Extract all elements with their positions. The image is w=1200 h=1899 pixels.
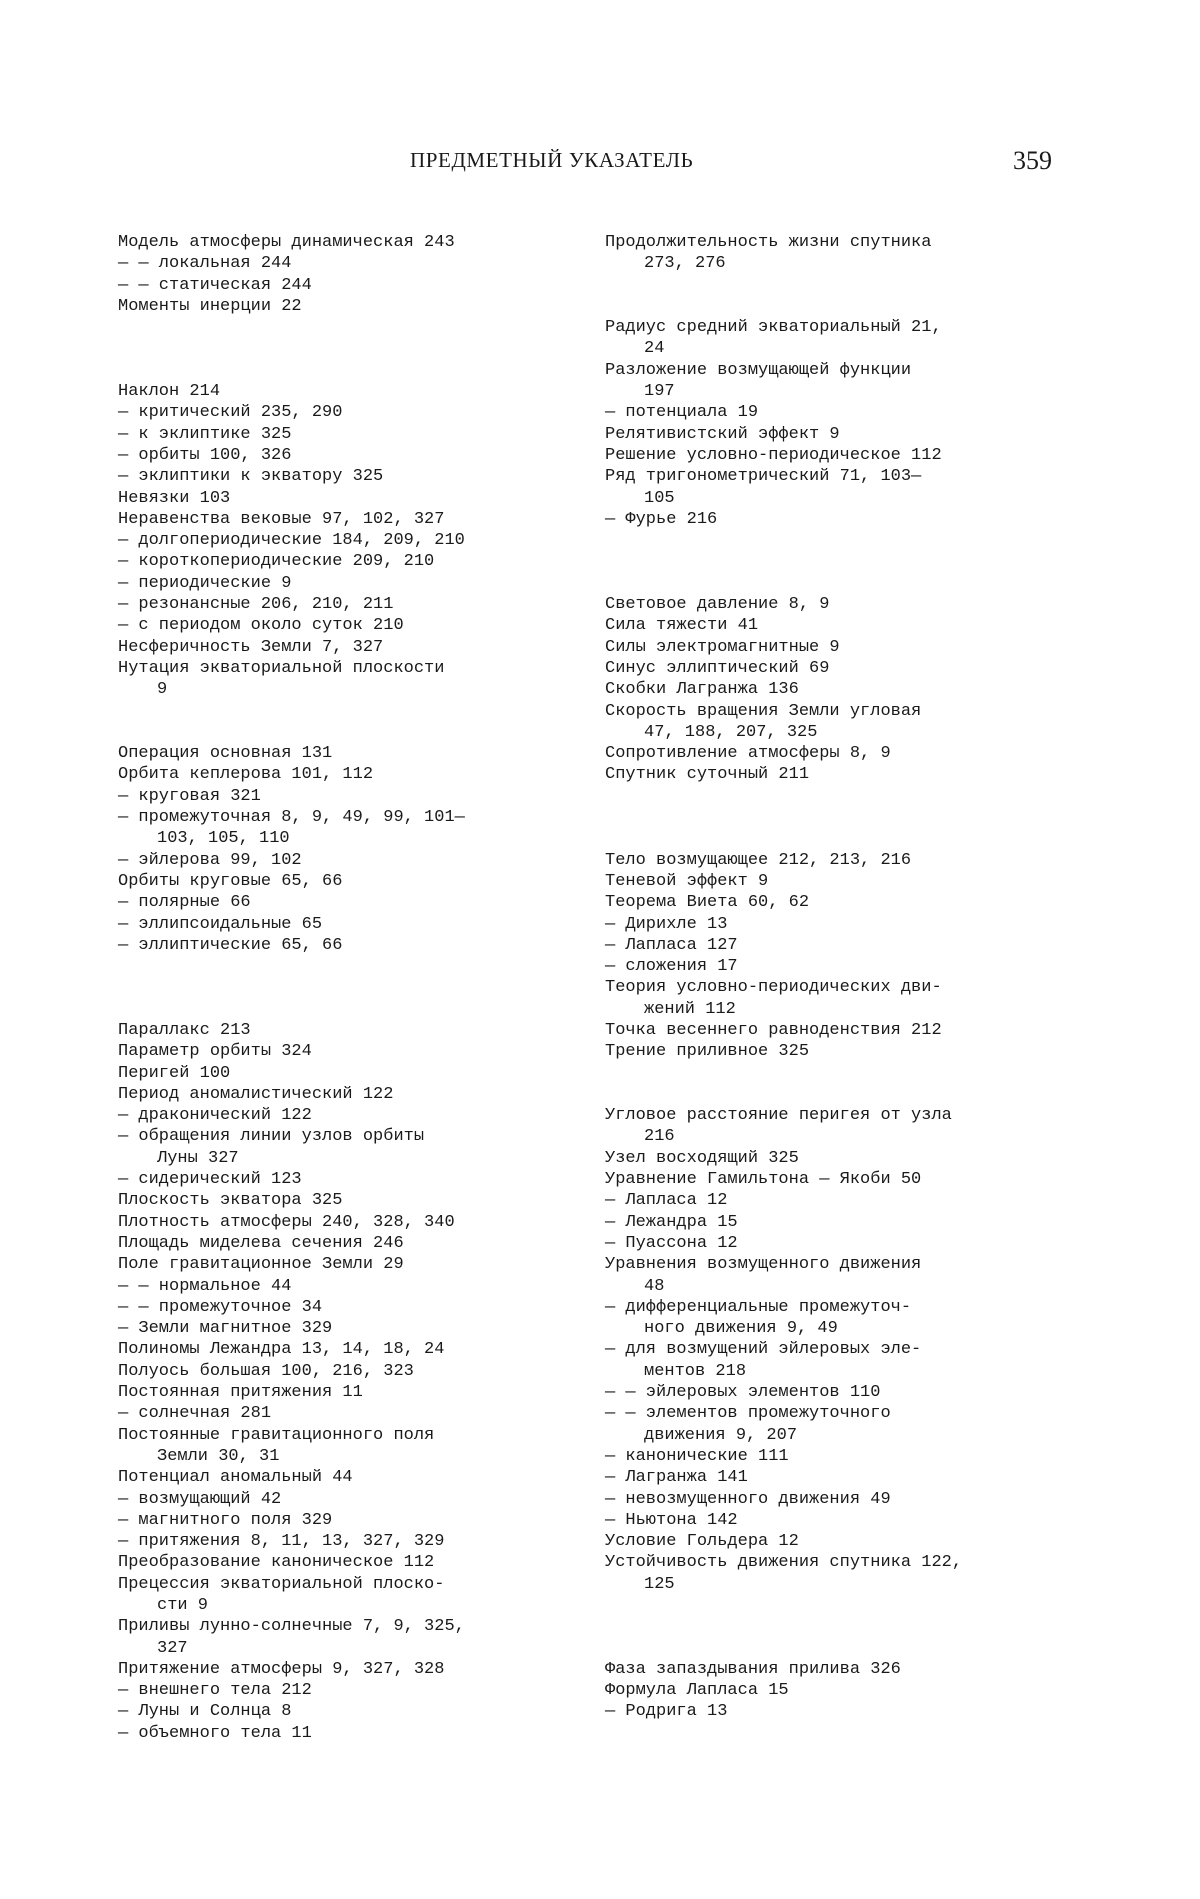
index-entry: — — промежуточное 34: [118, 1297, 323, 1317]
index-entry: — Дирихле 13: [605, 914, 728, 934]
index-entry: Угловое расстояние перигея от узла: [605, 1106, 952, 1126]
index-entry: — периодические 9: [118, 573, 292, 593]
index-entry: — Фурье 216: [605, 509, 718, 529]
blank-line: [118, 360, 570, 381]
index-entry: — долгопериодические 184, 209, 210: [118, 531, 465, 551]
blank-line: [605, 1595, 1060, 1616]
index-entry: Преобразование каноническое 112: [118, 1553, 435, 1573]
index-entry-continuation: 216: [644, 1127, 675, 1147]
index-entry: Уравнения возмущенного движения: [605, 1255, 922, 1275]
index-entry: Орбита кеплерова 101, 112: [118, 765, 374, 785]
index-entry: Неравенства вековые 97, 102, 327: [118, 509, 445, 529]
index-entry: Плоскость экватора 325: [118, 1191, 343, 1211]
index-entry: Тело возмущающее 212, 213, 216: [605, 850, 912, 870]
index-entry: — Лапласа 12: [605, 1191, 728, 1211]
index-entry: Наклон 214: [118, 382, 221, 402]
index-entry: — круговая 321: [118, 786, 261, 806]
blank-line: [605, 573, 1060, 594]
index-entry: Уравнение Гамильтона — Якоби 50: [605, 1170, 922, 1190]
index-entry: Точка весеннего равноденствия 212: [605, 1020, 942, 1040]
index-entry: Модель атмосферы динамическая 243: [118, 233, 455, 252]
index-entry: — возмущающий 42: [118, 1489, 282, 1509]
index-entry-continuation: ментов 218: [644, 1361, 747, 1381]
page-number: 359: [1013, 146, 1052, 175]
index-entry: — — нормальное 44: [118, 1276, 292, 1296]
index-column-left: [118, 232, 570, 1744]
index-entry: Сила тяжести 41: [605, 616, 759, 636]
index-entry: — эклиптики к экватору 325: [118, 467, 384, 487]
index-entry: Параллакс 213: [118, 1020, 251, 1040]
index-entry: Устойчивость движения спутника 122,: [605, 1553, 963, 1573]
index-entry: Приливы лунно-солнечные 7, 9, 325,: [118, 1617, 465, 1637]
index-entry: Моменты инерции 22: [118, 296, 302, 316]
index-entry: Притяжение атмосферы 9, 327, 328: [118, 1659, 445, 1679]
index-entry-continuation: Земли 30, 31: [157, 1446, 280, 1466]
index-entry: — обращения линии узлов орбиты: [118, 1127, 425, 1147]
index-entry: — драконический 122: [118, 1106, 312, 1126]
index-entry-continuation: 103, 105, 110: [157, 829, 290, 849]
index-entry: Параметр орбиты 324: [118, 1042, 312, 1062]
index-entry: — внешнего тела 212: [118, 1681, 312, 1701]
index-entry: Синус эллиптический 69: [605, 658, 830, 678]
index-entry-continuation: ного движения 9, 49: [644, 1319, 838, 1339]
index-entry: — Луны и Солнца 8: [118, 1702, 292, 1722]
index-entry-continuation: 47, 188, 207, 325: [644, 722, 818, 742]
index-entry: Полуось большая 100, 216, 323: [118, 1361, 414, 1381]
blank-line: [605, 786, 1060, 807]
index-entry: — резонансные 206, 210, 211: [118, 595, 394, 615]
index-entry: — для возмущений эйлеровых эле-: [605, 1340, 922, 1360]
index-entry: Продолжительность жизни спутника: [605, 233, 932, 252]
index-entry: — короткопериодические 209, 210: [118, 552, 435, 572]
index-entry: Поле гравитационное Земли 29: [118, 1255, 404, 1275]
index-entry: — Земли магнитное 329: [118, 1319, 333, 1339]
index-entry: Радиус средний экваториальный 21,: [605, 318, 942, 338]
index-entry-continuation: сти 9: [157, 1596, 209, 1615]
blank-line: [605, 275, 1060, 296]
index-entry: Скобки Лагранжа 136: [605, 680, 799, 700]
index-entry: Теория условно-периодических дви-: [605, 978, 942, 998]
index-entry: — дифференциальные промежуточ-: [605, 1297, 912, 1317]
index-entry: Фаза запаздывания прилива 326: [605, 1659, 901, 1679]
blank-line: [605, 296, 1060, 317]
index-entry: Релятивистский эффект 9: [605, 424, 840, 444]
index-entry: — — статическая 244: [118, 275, 312, 295]
index-entry-continuation: 24: [644, 339, 665, 359]
index-entry: Постоянная притяжения 11: [118, 1383, 363, 1403]
index-entry: — сложения 17: [605, 957, 738, 977]
index-entry-continuation: 105: [644, 488, 675, 508]
index-entry: — эллипсоидальные 65: [118, 914, 323, 934]
index-entry: — Лежандра 15: [605, 1212, 738, 1232]
index-entry-continuation: жений 112: [644, 999, 736, 1019]
index-entry: Теневой эффект 9: [605, 871, 769, 891]
index-entry: Операция основная 131: [118, 744, 333, 764]
index-entry-continuation: 125: [644, 1574, 675, 1594]
index-entry: Спутник суточный 211: [605, 765, 810, 785]
index-entry: Разложение возмущающей функции: [605, 360, 912, 380]
index-entry: Период аномалистический 122: [118, 1084, 394, 1104]
blank-line: [118, 317, 570, 338]
index-entry-continuation: 197: [644, 382, 675, 402]
index-entry-continuation: 327: [157, 1638, 188, 1658]
index-entry: Скорость вращения Земли угловая: [605, 701, 922, 721]
index-entry: Орбиты круговые 65, 66: [118, 871, 343, 891]
index-column-right: [605, 232, 1060, 1723]
blank-line: [605, 807, 1060, 828]
blank-line: [605, 1084, 1060, 1105]
index-entry-continuation: движения 9, 207: [644, 1425, 798, 1445]
index-entry: — промежуточная 8, 9, 49, 99, 101—: [118, 808, 465, 828]
index-entry: Площадь миделева сечения 246: [118, 1233, 404, 1253]
index-entry: — объемного тела 11: [118, 1723, 312, 1743]
blank-line: [605, 1063, 1060, 1084]
index-entry: — эйлерова 99, 102: [118, 850, 302, 870]
index-entry: — Пуассона 12: [605, 1233, 738, 1253]
index-entry: Формула Лапласа 15: [605, 1681, 789, 1701]
blank-line: [118, 722, 570, 743]
blank-line: [605, 530, 1060, 551]
index-entry: Прецессия экваториальной плоско-: [118, 1574, 445, 1594]
index-entry: Ряд тригонометрический 71, 103—: [605, 467, 922, 487]
blank-line: [605, 828, 1060, 849]
index-entry: Постоянные гравитационного поля: [118, 1425, 435, 1445]
index-entry: Невязки 103: [118, 488, 231, 508]
index-entry: Перигей 100: [118, 1063, 231, 1083]
index-entry: Теорема Виета 60, 62: [605, 893, 810, 913]
index-entry: — эллиптические 65, 66: [118, 935, 343, 955]
index-entry: Решение условно-периодическое 112: [605, 445, 942, 465]
blank-line: [118, 999, 570, 1020]
index-entry-continuation: 48: [644, 1276, 665, 1296]
blank-line: [118, 338, 570, 359]
blank-line: [605, 551, 1060, 572]
index-entry: — невозмущенного движения 49: [605, 1489, 891, 1509]
index-entry: Полиномы Лежандра 13, 14, 18, 24: [118, 1340, 445, 1360]
index-entry: — — эйлеровых элементов 110: [605, 1383, 881, 1403]
blank-line: [605, 1638, 1060, 1659]
index-entry: — — локальная 244: [118, 254, 292, 274]
index-entry: — сидерический 123: [118, 1170, 302, 1190]
running-header-title: ПРЕДМЕТНЫЙ УКАЗАТЕЛЬ: [410, 148, 694, 172]
index-entry: Нутация экваториальной плоскости: [118, 658, 445, 678]
index-entry: — магнитного поля 329: [118, 1510, 333, 1530]
index-entry: — критический 235, 290: [118, 403, 343, 423]
index-entry: — канонические 111: [605, 1446, 789, 1466]
index-entry: Сопротивление атмосферы 8, 9: [605, 744, 891, 764]
index-entry: Плотность атмосферы 240, 328, 340: [118, 1212, 455, 1232]
index-entry: Потенциал аномальный 44: [118, 1468, 353, 1488]
index-entry: — к эклиптике 325: [118, 424, 292, 444]
index-entry: Несферичность Земли 7, 327: [118, 637, 384, 657]
index-entry-continuation: 273, 276: [644, 254, 726, 274]
blank-line: [605, 1616, 1060, 1637]
blank-line: [118, 977, 570, 998]
blank-line: [118, 701, 570, 722]
index-entry: — Ньютона 142: [605, 1510, 738, 1530]
index-entry-continuation: 9: [157, 680, 168, 700]
index-entry: — — элементов промежуточного: [605, 1404, 891, 1424]
index-entry: Световое давление 8, 9: [605, 595, 830, 615]
index-entry: Условие Гольдера 12: [605, 1532, 799, 1552]
index-entry: — с периодом около суток 210: [118, 616, 404, 636]
index-entry: Силы электромагнитные 9: [605, 637, 840, 657]
index-entry: — Лагранжа 141: [605, 1468, 748, 1488]
index-entry: — притяжения 8, 11, 13, 327, 329: [118, 1532, 445, 1552]
index-entry: — потенциала 19: [605, 403, 759, 423]
index-entry: Узел восходящий 325: [605, 1148, 799, 1168]
index-entry: — орбиты 100, 326: [118, 445, 292, 465]
index-entry: Трение приливное 325: [605, 1042, 810, 1062]
index-entry: — Лапласа 127: [605, 935, 738, 955]
index-entry-continuation: Луны 327: [157, 1148, 239, 1168]
index-entry: — полярные 66: [118, 893, 251, 913]
index-entry: — солнечная 281: [118, 1404, 272, 1424]
blank-line: [118, 956, 570, 977]
index-entry: — Родрига 13: [605, 1702, 728, 1722]
